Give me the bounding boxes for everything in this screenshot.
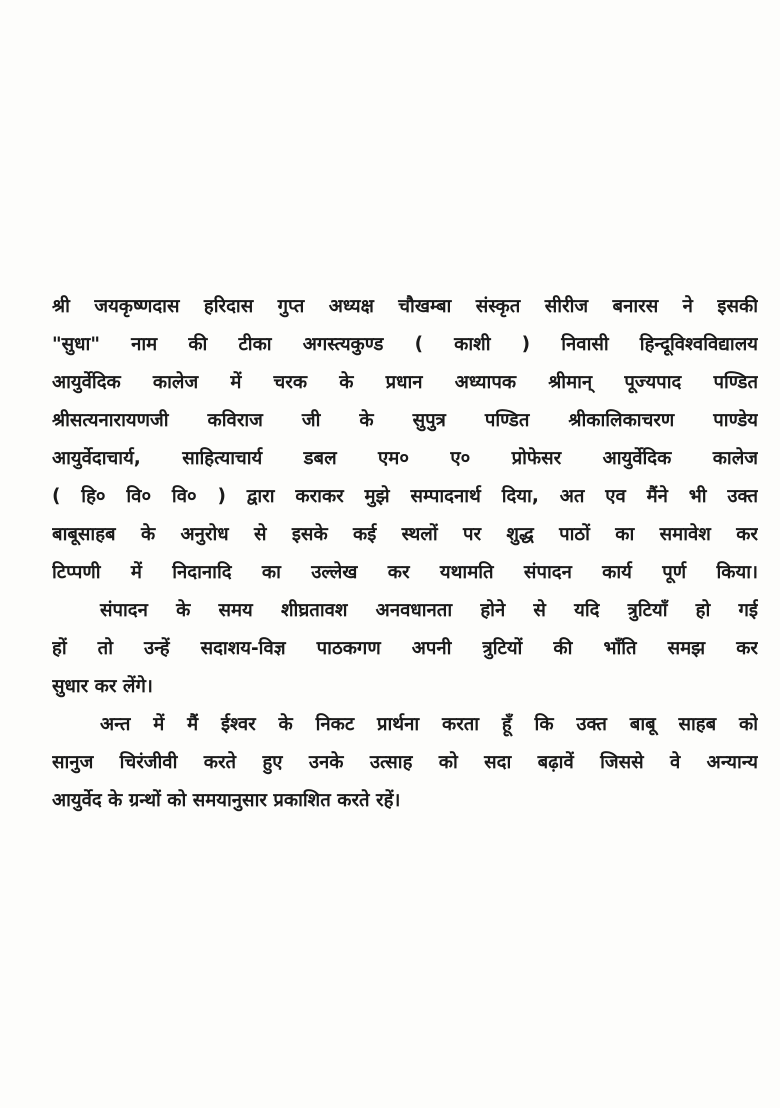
text-line: संपादन के समय शीघ्रतावश अनवधानता होने से यदि त्रुटियाँ हो गई [100,600,758,621]
text-line: सुधार कर लेंगे। [52,676,153,697]
text-line: श्री जयकृष्णदास हरिदास गुप्त अध्यक्ष चौखम्बा संस्कृत सीरीज बनारस ने इसकी [52,296,758,317]
text-line: हों तो उन्हें सदाशय-विज्ञ पाठकगण अपनी त्रुटियों की भाँति समझ कर [52,638,758,659]
preface-text [52,288,758,820]
text-line: आयुर्वेद के ग्रन्थों को समयानुसार प्रकाशित करते रहें। [52,790,401,811]
text-line: आयुर्वेदिक कालेज में चरक के प्रधान अध्यापक श्रीमान् पूज्यपाद पण्डित [52,372,758,393]
text-line: बाबूसाहब के अनुरोध से इसके कई स्थलों पर शुद्ध पाठों का समावेश कर [52,524,758,545]
text-line: "सुधा" नाम की टीका अगस्त्यकुण्ड ( काशी ) निवासी हिन्दूविश्वविद्यालय [52,334,758,355]
text-line: टिप्पणी में निदानादि का उल्लेख कर यथामति संपादन कार्य पूर्ण किया। [52,562,758,583]
paragraph-3 [52,706,758,820]
text-line: श्रीसत्यनारायणजी कविराज जी के सुपुत्र पण्डित श्रीकालिकाचरण पाण्डेय [52,410,758,431]
text-line: सानुज चिरंजीवी करते हुए उनके उत्साह को सदा बढ़ावें जिससे वे अन्यान्य [52,752,758,773]
paragraph-2 [52,592,758,706]
text-line: ( हि० वि० वि० ) द्वारा कराकर मुझे सम्पादनार्थ दिया, अत एव मैंने भी उक्त [52,486,758,507]
paragraph-1 [52,288,758,592]
text-line: आयुर्वेदाचार्य, साहित्याचार्य डबल एम० ए० प्रोफेसर आयुर्वेदिक कालेज [52,448,758,469]
text-line: अन्त में मैं ईश्वर के निकट प्रार्थना करता हूँ कि उक्त बाबू साहब को [100,714,758,735]
